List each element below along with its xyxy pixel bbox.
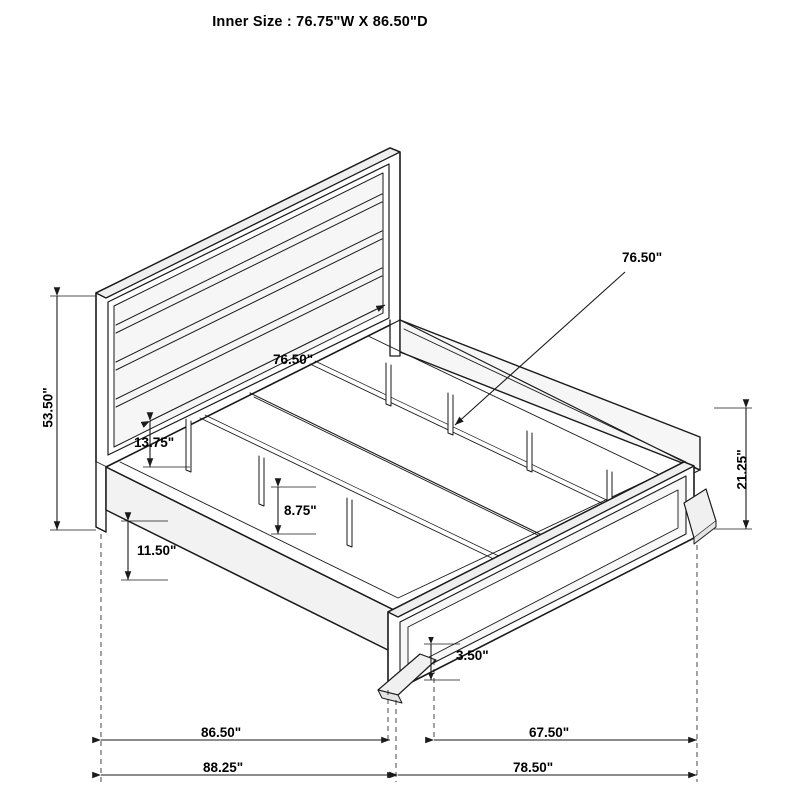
dimension-label-footboard-inner-width: 67.50": [529, 725, 570, 740]
dimension-label-headboard-height: 53.50": [40, 387, 56, 428]
dimension-label-footboard-bottom-clearance: 3.50": [456, 648, 489, 663]
dimension-label-overall-width: 78.50": [513, 760, 554, 775]
dimension-label-slat-clearance: 8.75": [284, 503, 317, 518]
dimension-label-headboard-panel-gap: 13.75": [134, 435, 175, 450]
bed-illustration: [96, 148, 716, 703]
dimension-label-footboard-height: 21.25": [734, 449, 750, 490]
dimension-label-rail-height: 11.50": [137, 543, 177, 558]
page-title: Inner Size : 76.75"W X 86.50"D: [212, 14, 428, 30]
dimension-label-overall-depth-outer: 88.25": [203, 760, 244, 775]
dimension-label-overall-depth-inner: 86.50": [201, 725, 242, 740]
dimension-label-headboard-inner-width: 76.50": [273, 352, 314, 367]
dimension-label-side-rail-inner-width: 76.50": [622, 250, 663, 265]
